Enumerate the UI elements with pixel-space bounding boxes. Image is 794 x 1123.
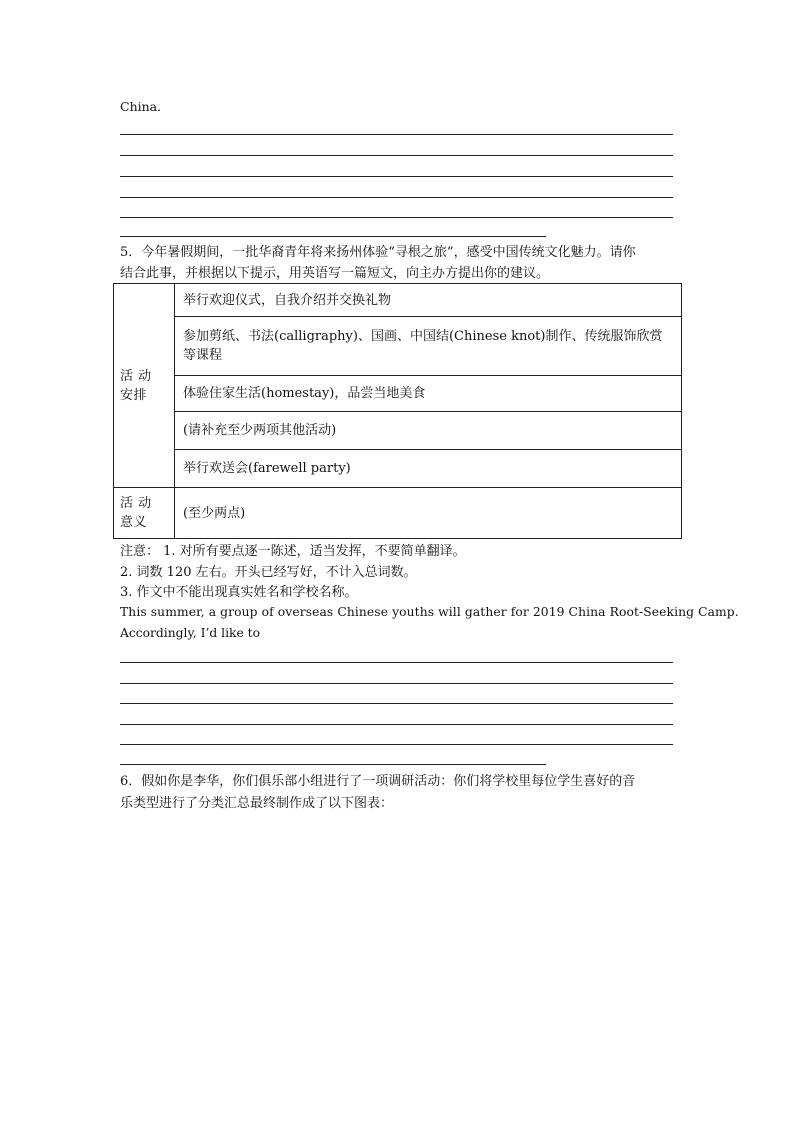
writing-line [120, 683, 673, 684]
writing-line [120, 744, 673, 745]
continuation-text: China. [120, 99, 162, 114]
writing-line [120, 236, 546, 237]
writing-line [120, 176, 673, 177]
opening-line1: This summer, a group of overseas Chinese youths will gather for 2019 China Root-Seeking Camp. [120, 605, 739, 619]
writing-line [120, 764, 546, 765]
task5-prompt-line1: 5．今年暑假期间，一批华裔青年将来扬州体验“寻根之旅”，感受中国传统文化魅力。请你 [120, 245, 636, 260]
activity-plan-table [113, 283, 682, 539]
opening-line2: Accordingly, I’d like to [120, 626, 260, 640]
writing-line [120, 134, 673, 135]
writing-line [120, 155, 673, 156]
task6-prompt-line1: 6．假如你是李华，你们俱乐部小组进行了一项调研活动：你们将学校里每位学生喜好的音 [120, 774, 636, 789]
activity-item: 体验住家生活(homestay)，品尝当地美食 [175, 376, 682, 412]
writing-line [120, 197, 673, 198]
activity-item: (请补充至少两项其他活动) [175, 412, 682, 450]
meaning-label: 活 动 意义 [114, 488, 175, 539]
writing-line [120, 662, 673, 663]
note-2: 2. 词数 120 左右。开头已经写好，不计入总词数。 [120, 565, 417, 580]
task5-prompt-line2: 结合此事，并根据以下提示，用英语写一篇短文，向主办方提出你的建议。 [120, 266, 550, 281]
task6-prompt-line2: 乐类型进行了分类汇总最终制作成了以下图表： [120, 796, 394, 811]
activity-item: 参加剪纸、书法(calligraphy)、国画、中国结(Chinese knot)制作、传统服饰欣赏等课程 [175, 317, 682, 376]
note-1: 注意： 1. 对所有要点逐一陈述，适当发挥，不要简单翻译。 [120, 544, 466, 559]
meaning-value: (至少两点) [175, 488, 682, 539]
activity-item: 举行欢送会(farewell party) [175, 450, 682, 488]
writing-line [120, 217, 673, 218]
activity-item: 举行欢迎仪式，自我介绍并交换礼物 [175, 284, 682, 317]
writing-line [120, 703, 673, 704]
writing-line [120, 724, 673, 725]
note-3: 3. 作文中不能出现真实姓名和学校名称。 [120, 585, 358, 600]
activities-label: 活 动 安排 [114, 284, 175, 488]
